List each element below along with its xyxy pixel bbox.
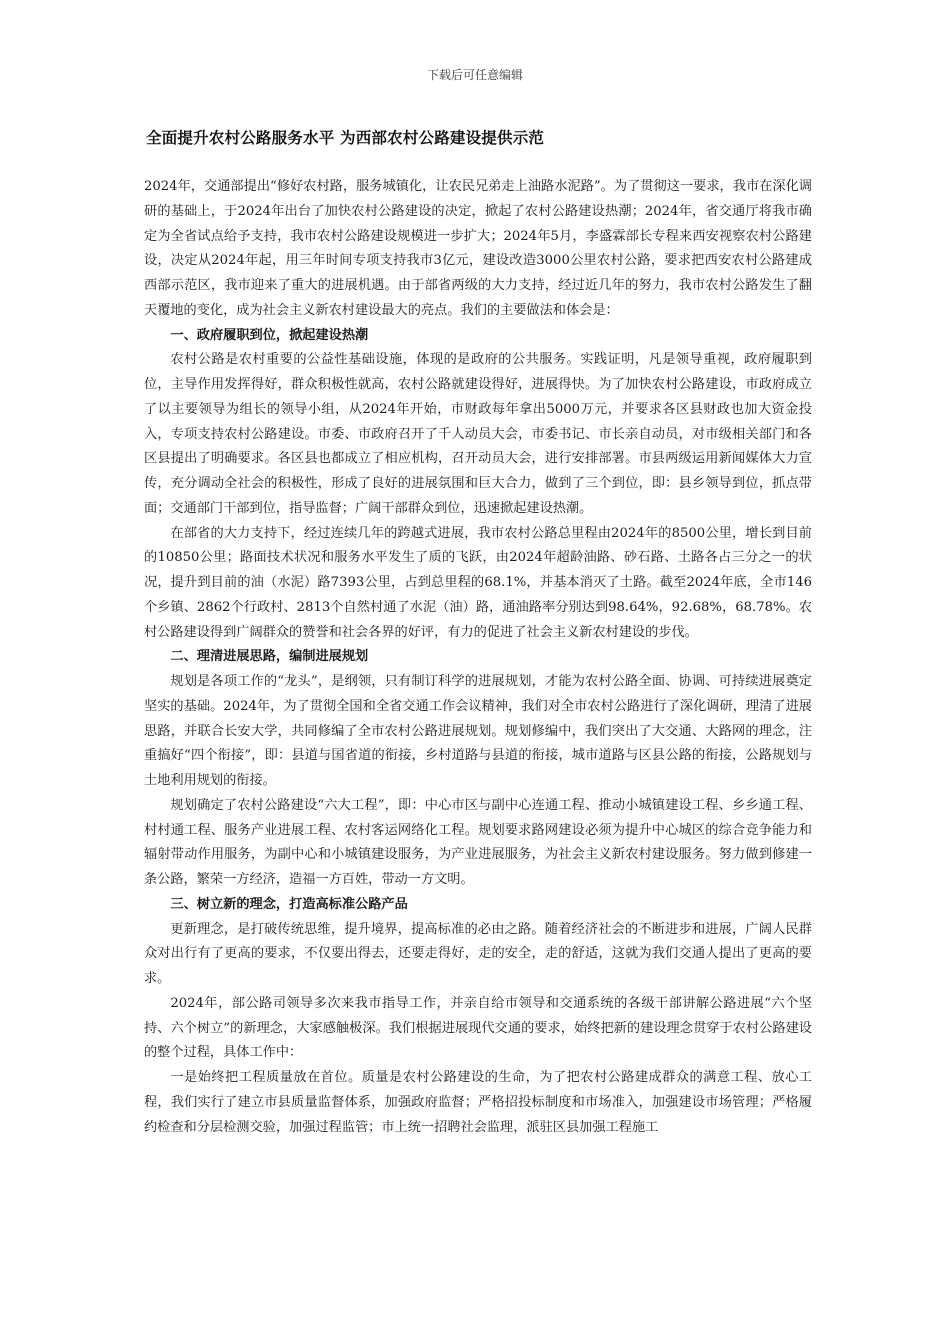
header-note: 下载后可任意编辑 xyxy=(426,68,523,82)
section1-paragraph-2: 在部省的大力支持下，经过连续几年的跨越式进展，我市农村公路总里程由2024年的8500公里，增长到目前的10850公里；路面技术状况和服务水平发生了质的飞跃，由2024年超龄油路、砂石路、土路各占三分之一的状况，提升到目前的油（水泥）路7393公里，占到总里程的68.1%，并基本消灭了土路。截至2024年底，全市146个乡镇、2862个行政村、2813个自然村通了水泥（油）路，通油路率分别达到98.64%，92.68%，68.78%。农村公路建设得到广阔群众的赞誉和社会各界的好评，有力的促进了社会主义新农村建设的步伐。 xyxy=(144,525,812,640)
section-heading-2: 二、理清进展思路，编制进展规划 xyxy=(170,649,369,665)
page-title: 全面提升农村公路服务水平 为西部农村公路建设提供示范 xyxy=(146,129,545,147)
intro-paragraph: 2024年，交通部提出“修好农村路，服务城镇化，让农民兄弟走上油路水泥路”。为了贯彻这一要求，我市在深化调研的基础上，于2024年出台了加快农村公路建设的决定，掀起了农村公路建设热潮；2024年，省交通厅将我市确定为全省试点给予支持，我市农村公路建设规模进一步扩大；2024年5月，李盛霖部长专程来西安视察农村公路建设，决定从2024年起，用三年时间专项支持我市3亿元，建设改造3000公里农村公路，要求把西安农村公路建成西部示范区，我市迎来了重大的进展机遇。由于部省两级的大力支持，经过近几年的努力，我市农村公路发生了翻天覆地的变化，成为社会主义新农村建设最大的亮点。我们的主要做法和体会是： xyxy=(144,179,812,318)
document-body xyxy=(144,175,812,1140)
section2-paragraph-2: 规划确定了农村公路建设“六大工程”，即：中心市区与副中心连通工程、推动小城镇建设工程、乡乡通工程、村村通工程、服务产业进展工程、农村客运网络化工程。规划要求路网建设必须为提升中心城区的综合竞争能力和辐射带动作用服务，为副中心和小城镇建设服务，为产业进展服务，为社会主义新农村建设服务。努力做到修建一条公路，繁荣一方经济，造福一方百姓，带动一方文明。 xyxy=(144,797,812,887)
section3-paragraph-1: 更新理念，是打破传统思维，提升境界，提高标准的必由之路。随着经济社会的不断进步和进展，广阔人民群众对出行有了更高的要求，不仅要出得去，还要走得好，走的安全，走的舒适，这就为我们交通人提出了更高的要求。 xyxy=(144,921,812,986)
section-heading-1: 一、政府履职到位，掀起建设热潮 xyxy=(170,327,369,343)
section-heading-3: 三、树立新的理念，打造高标准公路产品 xyxy=(170,896,408,912)
section3-paragraph-2: 2024年，部公路司领导多次来我市指导工作，并亲自给市领导和交通系统的各级干部讲解公路进展“六个坚持、六个树立”的新理念，大家感触极深。我们根据进展现代交通的要求，始终把新的建设理念贯穿于农村公路建设的整个过程，具体工作中： xyxy=(144,995,812,1061)
section2-paragraph-1: 规划是各项工作的“龙头”，是纲领，只有制订科学的进展规划，才能为农村公路全面、协调、可持续进展奠定坚实的基础。2024年，为了贯彻全国和全省交通工作会议精神，我们对全市农村公路进行了深化调研，理清了进展思路，并联合长安大学，共同修编了全市农村公路进展规划。规划修编中，我们突出了大交通、大路网的理念，注重搞好“四个衔接”，即：县道与国省道的衔接，乡村道路与县道的衔接，城市道路与区县公路的衔接，公路规划与土地利用规划的衔接。 xyxy=(144,674,812,788)
section1-paragraph-1: 农村公路是农村重要的公益性基础设施，体现的是政府的公共服务。实践证明，凡是领导重视，政府履职到位，主导作用发挥得好，群众积极性就高，农村公路就建设得好，进展得快。为了加快农村公路建设，市政府成立了以主要领导为组长的领导小组，从2024年开始，市财政每年拿出5000万元，并要求各区县财政也加大资金投入，专项支持农村公路建设。市委、市政府召开了千人动员大会，市委书记、市长亲自动员，对市级相关部门和各区县提出了明确要求。各区县也都成立了相应机构，召开动员大会，进行安排部署。市县两级运用新闻媒体大力宣传，充分调动全社会的积极性，形成了良好的进展氛围和巨大合力，做到了三个到位，即：县乡领导到位，抓点带面；交通部门干部到位，指导监督；广阔干部群众到位，迅速掀起建设热潮。 xyxy=(144,352,812,516)
section3-paragraph-3: 一是始终把工程质量放在首位。质量是农村公路建设的生命，为了把农村公路建成群众的满意工程、放心工程，我们实行了建立市县质量监督体系，加强政府监督；严格招投标制度和市场准入，加强建设市场管理；严格履约检查和分层检测交验，加强过程监管；市上统一招聘社会监理，派驻区县加强工程施工 xyxy=(144,1070,812,1135)
